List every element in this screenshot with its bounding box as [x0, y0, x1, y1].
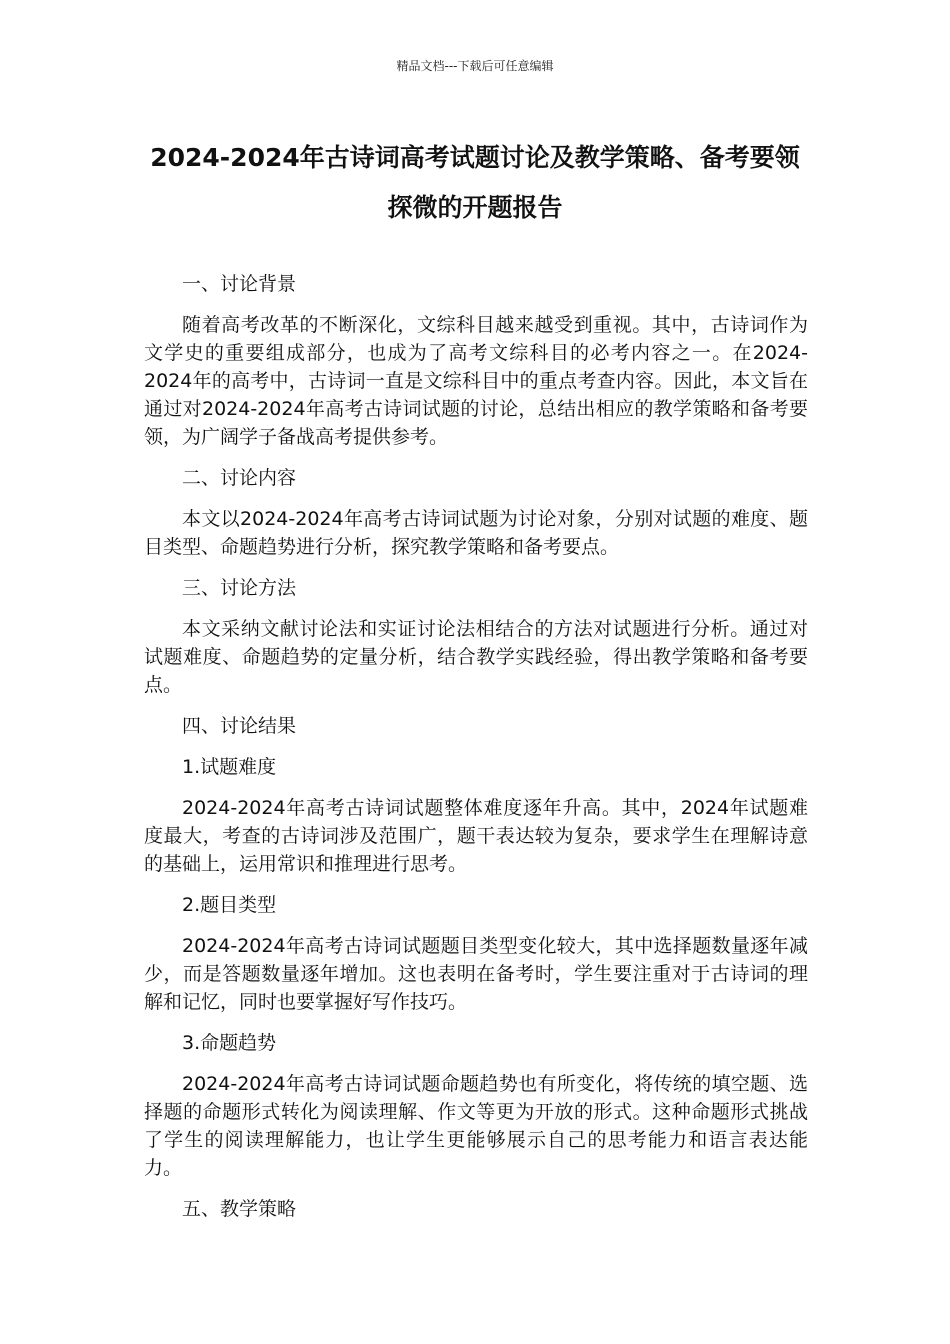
document-body	[144, 270, 808, 1236]
page-header-note: 精品文档---下载后可任意编辑	[396, 59, 554, 73]
subsection-heading-trends: 3.命题趋势	[182, 1032, 277, 1054]
background-paragraph: 随着高考改革的不断深化，文综科目越来越受到重视。其中，古诗词作为文学史的重要组成部分，也成为了高考文综科目的必考内容之一。在2024-2024年的高考中，古诗词一直是文综科目中的重点考查内容。因此，本文旨在通过对2024-2024年高考古诗词试题的讨论，总结出相应的教学策略和备考要领，为广阔学子备战高考提供参考。	[144, 314, 808, 448]
document-title: 2024-2024年古诗词高考试题讨论及教学策略、备考要领探微的开题报告	[150, 143, 800, 222]
subsection-heading-difficulty: 1.试题难度	[182, 756, 277, 778]
section-heading-teaching-strategy: 五、教学策略	[182, 1198, 297, 1220]
section-heading-background: 一、讨论背景	[182, 273, 297, 295]
method-paragraph: 本文采纳文献讨论法和实证讨论法相结合的方法对试题进行分析。通过对试题难度、命题趋势的定量分析，结合教学实践经验，得出教学策略和备考要点。	[144, 618, 808, 696]
section-heading-method: 三、讨论方法	[182, 577, 297, 599]
section-heading-results: 四、讨论结果	[182, 715, 297, 737]
trends-paragraph: 2024-2024年高考古诗词试题命题趋势也有所变化，将传统的填空题、选择题的命题形式转化为阅读理解、作文等更为开放的形式。这种命题形式挑战了学生的阅读理解能力，也让学生更能够展示自己的思考能力和语言表达能力。	[144, 1073, 808, 1179]
subsection-heading-question-types: 2.题目类型	[182, 894, 277, 916]
question-types-paragraph: 2024-2024年高考古诗词试题题目类型变化较大，其中选择题数量逐年减少，而是答题数量逐年增加。这也表明在备考时，学生要注重对于古诗词的理解和记忆，同时也要掌握好写作技巧。	[144, 935, 808, 1013]
content-paragraph: 本文以2024-2024年高考古诗词试题为讨论对象，分别对试题的难度、题目类型、命题趋势进行分析，探究教学策略和备考要点。	[144, 508, 808, 558]
section-heading-content: 二、讨论内容	[182, 467, 297, 489]
difficulty-paragraph: 2024-2024年高考古诗词试题整体难度逐年升高。其中，2024年试题难度最大，考查的古诗词涉及范围广，题干表达较为复杂，要求学生在理解诗意的基础上，运用常识和推理进行思考。	[144, 797, 808, 875]
